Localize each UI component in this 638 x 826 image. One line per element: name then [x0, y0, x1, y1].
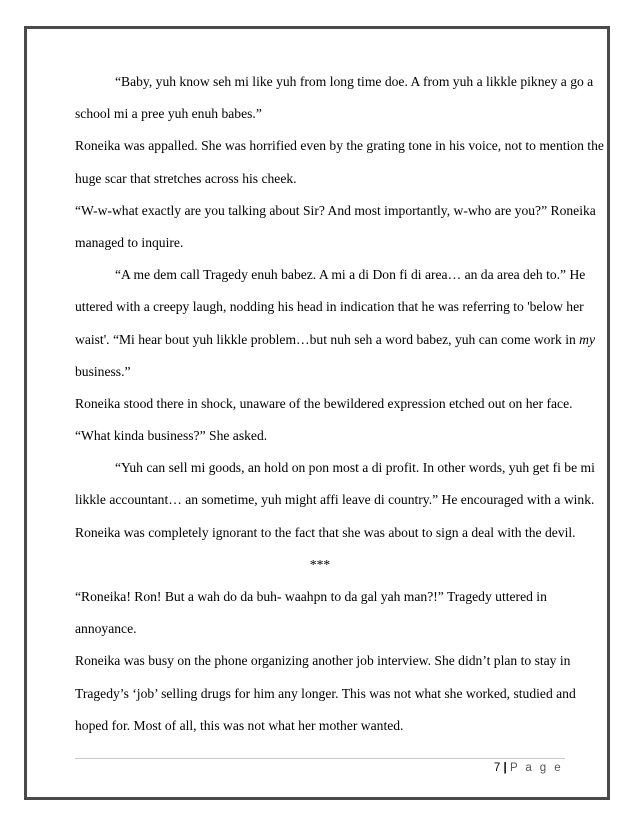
- body-line: “W-w-what exactly are you talking about Sir? And most importantly, w-who are you?” Roneika: [75, 202, 596, 218]
- body-line: Roneika stood there in shock, unaware of the bewildered expression etched out on her face.: [75, 395, 573, 411]
- body-line-text: waist'. “Mi hear bout yuh likkle problem…but nuh seh a word babez, yuh can come work in: [75, 331, 580, 347]
- page-label: P a g e: [509, 762, 563, 774]
- body-line: school mi a pree yuh enuh babes.”: [75, 106, 262, 122]
- body-line: “Roneika! Ron! But a wah do da buh- waahpn to da gal yah man?!” Tragedy uttered in: [75, 589, 547, 604]
- footer-divider: [75, 758, 565, 759]
- scene-break: ***: [309, 556, 331, 572]
- page-number: 7: [493, 762, 501, 774]
- body-line: [75, 324, 596, 356]
- body-line: hoped for. Most of all, this was not what her mother wanted.: [75, 717, 404, 733]
- body-line: uttered with a creepy laugh, nodding his head in indication that he was referring to 'below her: [75, 299, 584, 315]
- emphasized-word: my: [579, 331, 596, 347]
- body-line: likkle accountant… an sometime, yuh might affi leave di country.” He encouraged with a wink.: [75, 492, 595, 508]
- body-line: managed to inquire.: [75, 234, 184, 250]
- body-line: “What kinda business?” She asked.: [75, 428, 268, 444]
- body-line: “Yuh can sell mi goods, an hold on pon most a di profit. In other words, yuh get fi be mi: [115, 460, 595, 476]
- body-line: “A me dem call Tragedy enuh babez. A mi a di Don fi di area… an da area deh to.” He: [115, 267, 586, 283]
- footer-separator: |: [503, 762, 507, 774]
- page-footer: [494, 762, 563, 774]
- body-line: Roneika was busy on the phone organizing another job interview. She didn’t plan to stay in: [75, 653, 571, 669]
- body-line: huge scar that stretches across his cheek.: [75, 170, 297, 186]
- document-body: [75, 66, 604, 742]
- body-line: annoyance.: [75, 621, 137, 637]
- body-line: business.”: [75, 363, 131, 379]
- body-line: “Baby, yuh know seh mi like yuh from long time doe. A from yuh a likkle pikney a go a: [115, 74, 594, 89]
- body-line: Roneika was completely ignorant to the fact that she was about to sign a deal with the devil.: [75, 524, 576, 540]
- body-line: Roneika was appalled. She was horrified even by the grating tone in his voice, not to mention the: [75, 138, 604, 154]
- body-line: Tragedy’s ‘job’ selling drugs for him any longer. This was not what she worked, studied and: [75, 685, 576, 701]
